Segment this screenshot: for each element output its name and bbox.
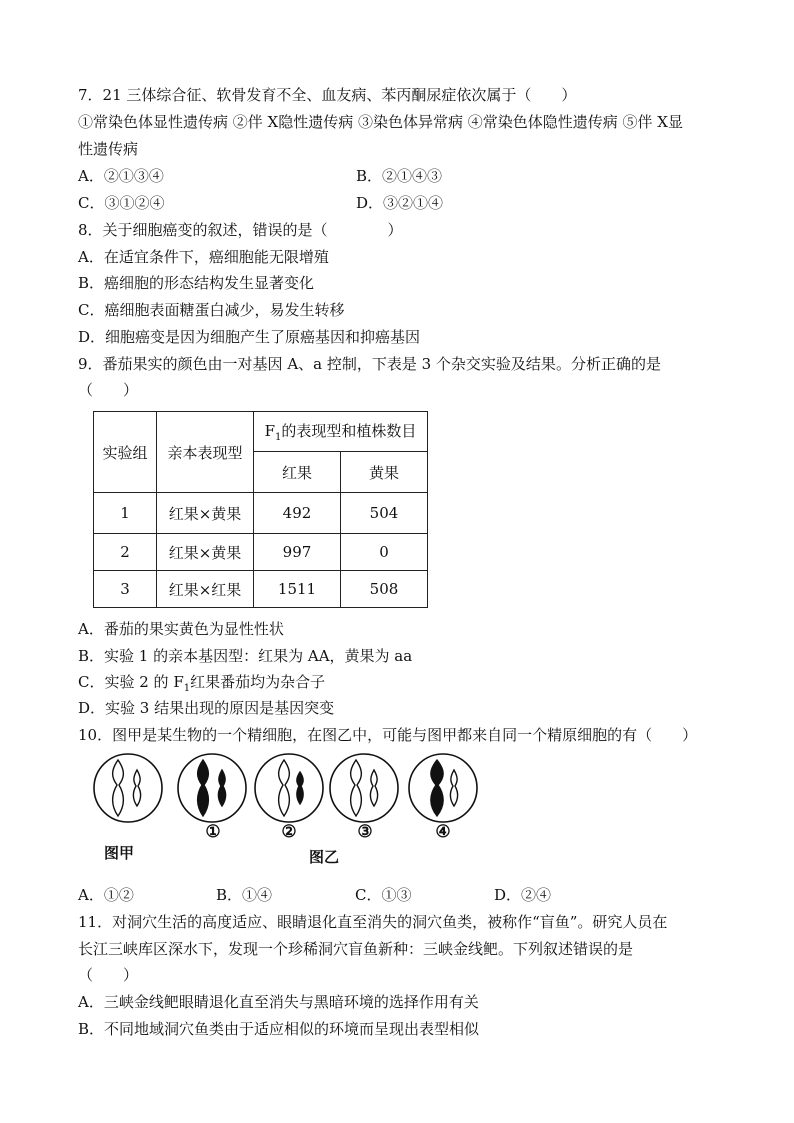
- q9-option-c: C．实验 2 的 $F_1$红果番茄均为杂合子: [78, 673, 326, 694]
- q9-option-b: B．实验 1 的亲本基因型：红果为 AA，黄果为 aa: [78, 647, 413, 665]
- cell-yellow: 0: [341, 534, 428, 571]
- cell-label-4: ④: [435, 822, 451, 842]
- figure-jia-label: 图甲: [104, 844, 135, 862]
- q9-option-a: A．番茄的果实黄色为显性性状: [78, 620, 284, 638]
- header-yellow: 黄果: [341, 452, 428, 493]
- cell-parent: 红果×黄果: [157, 534, 254, 571]
- cell-yellow: 508: [341, 571, 428, 608]
- q9-paren: （ ）: [78, 381, 139, 399]
- cell-yellow: 504: [341, 493, 428, 534]
- cell-red: 492: [254, 493, 341, 534]
- cell-parent: 红果×黄果: [157, 493, 254, 534]
- q11-stem-line2: 长江三峡库区深水下，发现一个珍稀洞穴盲鱼新种：三峡金线鲃。下列叙述错误的是: [78, 940, 634, 958]
- cell-jia: [94, 754, 162, 822]
- cell-2: [255, 754, 323, 822]
- q7-option-c: C．③①②④: [78, 194, 165, 212]
- cell-red: 997: [254, 534, 341, 571]
- q11-stem-line1: 11．对洞穴生活的高度适应、眼睛退化直至消失的洞穴鱼类，被称作“盲鱼”。研究人员在: [78, 913, 668, 931]
- q11-paren: （ ）: [78, 966, 139, 984]
- q9-option-d: D．实验 3 结果出现的原因是基因突变: [78, 699, 335, 717]
- header-red: 红果: [254, 452, 341, 493]
- cell-3: [330, 754, 398, 822]
- q10-stem: 10．图甲是某生物的一个精细胞，在图乙中，可能与图甲都来自同一个精原细胞的有（ ）: [78, 726, 698, 744]
- q8-option-a: A．在适宜条件下，癌细胞能无限增殖: [78, 248, 329, 266]
- header-parent: 亲本表现型: [157, 412, 254, 493]
- q10-option-d: D．②④: [494, 886, 552, 904]
- cell-group: 3: [94, 571, 157, 608]
- q11-option-b: B．不同地域洞穴鱼类由于适应相似的环境而呈现出表型相似: [78, 1020, 480, 1038]
- header-group: 实验组: [94, 412, 157, 493]
- q8-option-d: D．细胞癌变是因为细胞产生了原癌基因和抑癌基因: [78, 328, 421, 346]
- q10-option-c: C．①③: [355, 886, 412, 904]
- q7-option-a: A．②①③④: [78, 167, 164, 185]
- header-f1: $F_1$的表现型和植株数目: [254, 412, 428, 452]
- cell-4: [409, 754, 477, 822]
- cell-group: 1: [94, 493, 157, 534]
- cell-label-2: ②: [281, 822, 297, 842]
- q11-option-a: A．三峡金线鲃眼睛退化直至消失与黑暗环境的选择作用有关: [78, 993, 479, 1011]
- q9-stem: 9．番茄果实的颜色由一对基因 A、a 控制，下表是 3 个杂交实验及结果。分析正确的是: [78, 355, 661, 373]
- q7-desc-line1: ①常染色体显性遗传病 ②伴 X隐性遗传病 ③染色体异常病 ④常染色体隐性遗传病 ⑤伴 X显: [78, 113, 683, 131]
- cell-group: 2: [94, 534, 157, 571]
- q8-option-b: B．癌细胞的形态结构发生显著变化: [78, 274, 315, 292]
- cell-parent: 红果×红果: [157, 571, 254, 608]
- q7-option-b: B．②①④③: [356, 167, 443, 185]
- q7-desc-line2: 性遗传病: [78, 140, 139, 158]
- q8-stem: 8．关于细胞癌变的叙述，错误的是（ ）: [78, 221, 403, 239]
- q7-option-d: D．③②①④: [356, 194, 444, 212]
- cell-red: 1511: [254, 571, 341, 608]
- q8-option-c: C．癌细胞表面糖蛋白减少，易发生转移: [78, 301, 345, 319]
- cell-label-1: ①: [205, 822, 221, 842]
- q10-option-a: A．①②: [78, 886, 134, 904]
- q7-stem: 7．21 三体综合征、软骨发育不全、血友病、苯丙酮尿症依次属于（ ）: [78, 86, 577, 104]
- cell-1: [178, 754, 246, 822]
- figure-yi-label: 图乙: [309, 848, 340, 866]
- cell-label-3: ③: [357, 822, 373, 842]
- q10-option-b: B．①④: [216, 886, 273, 904]
